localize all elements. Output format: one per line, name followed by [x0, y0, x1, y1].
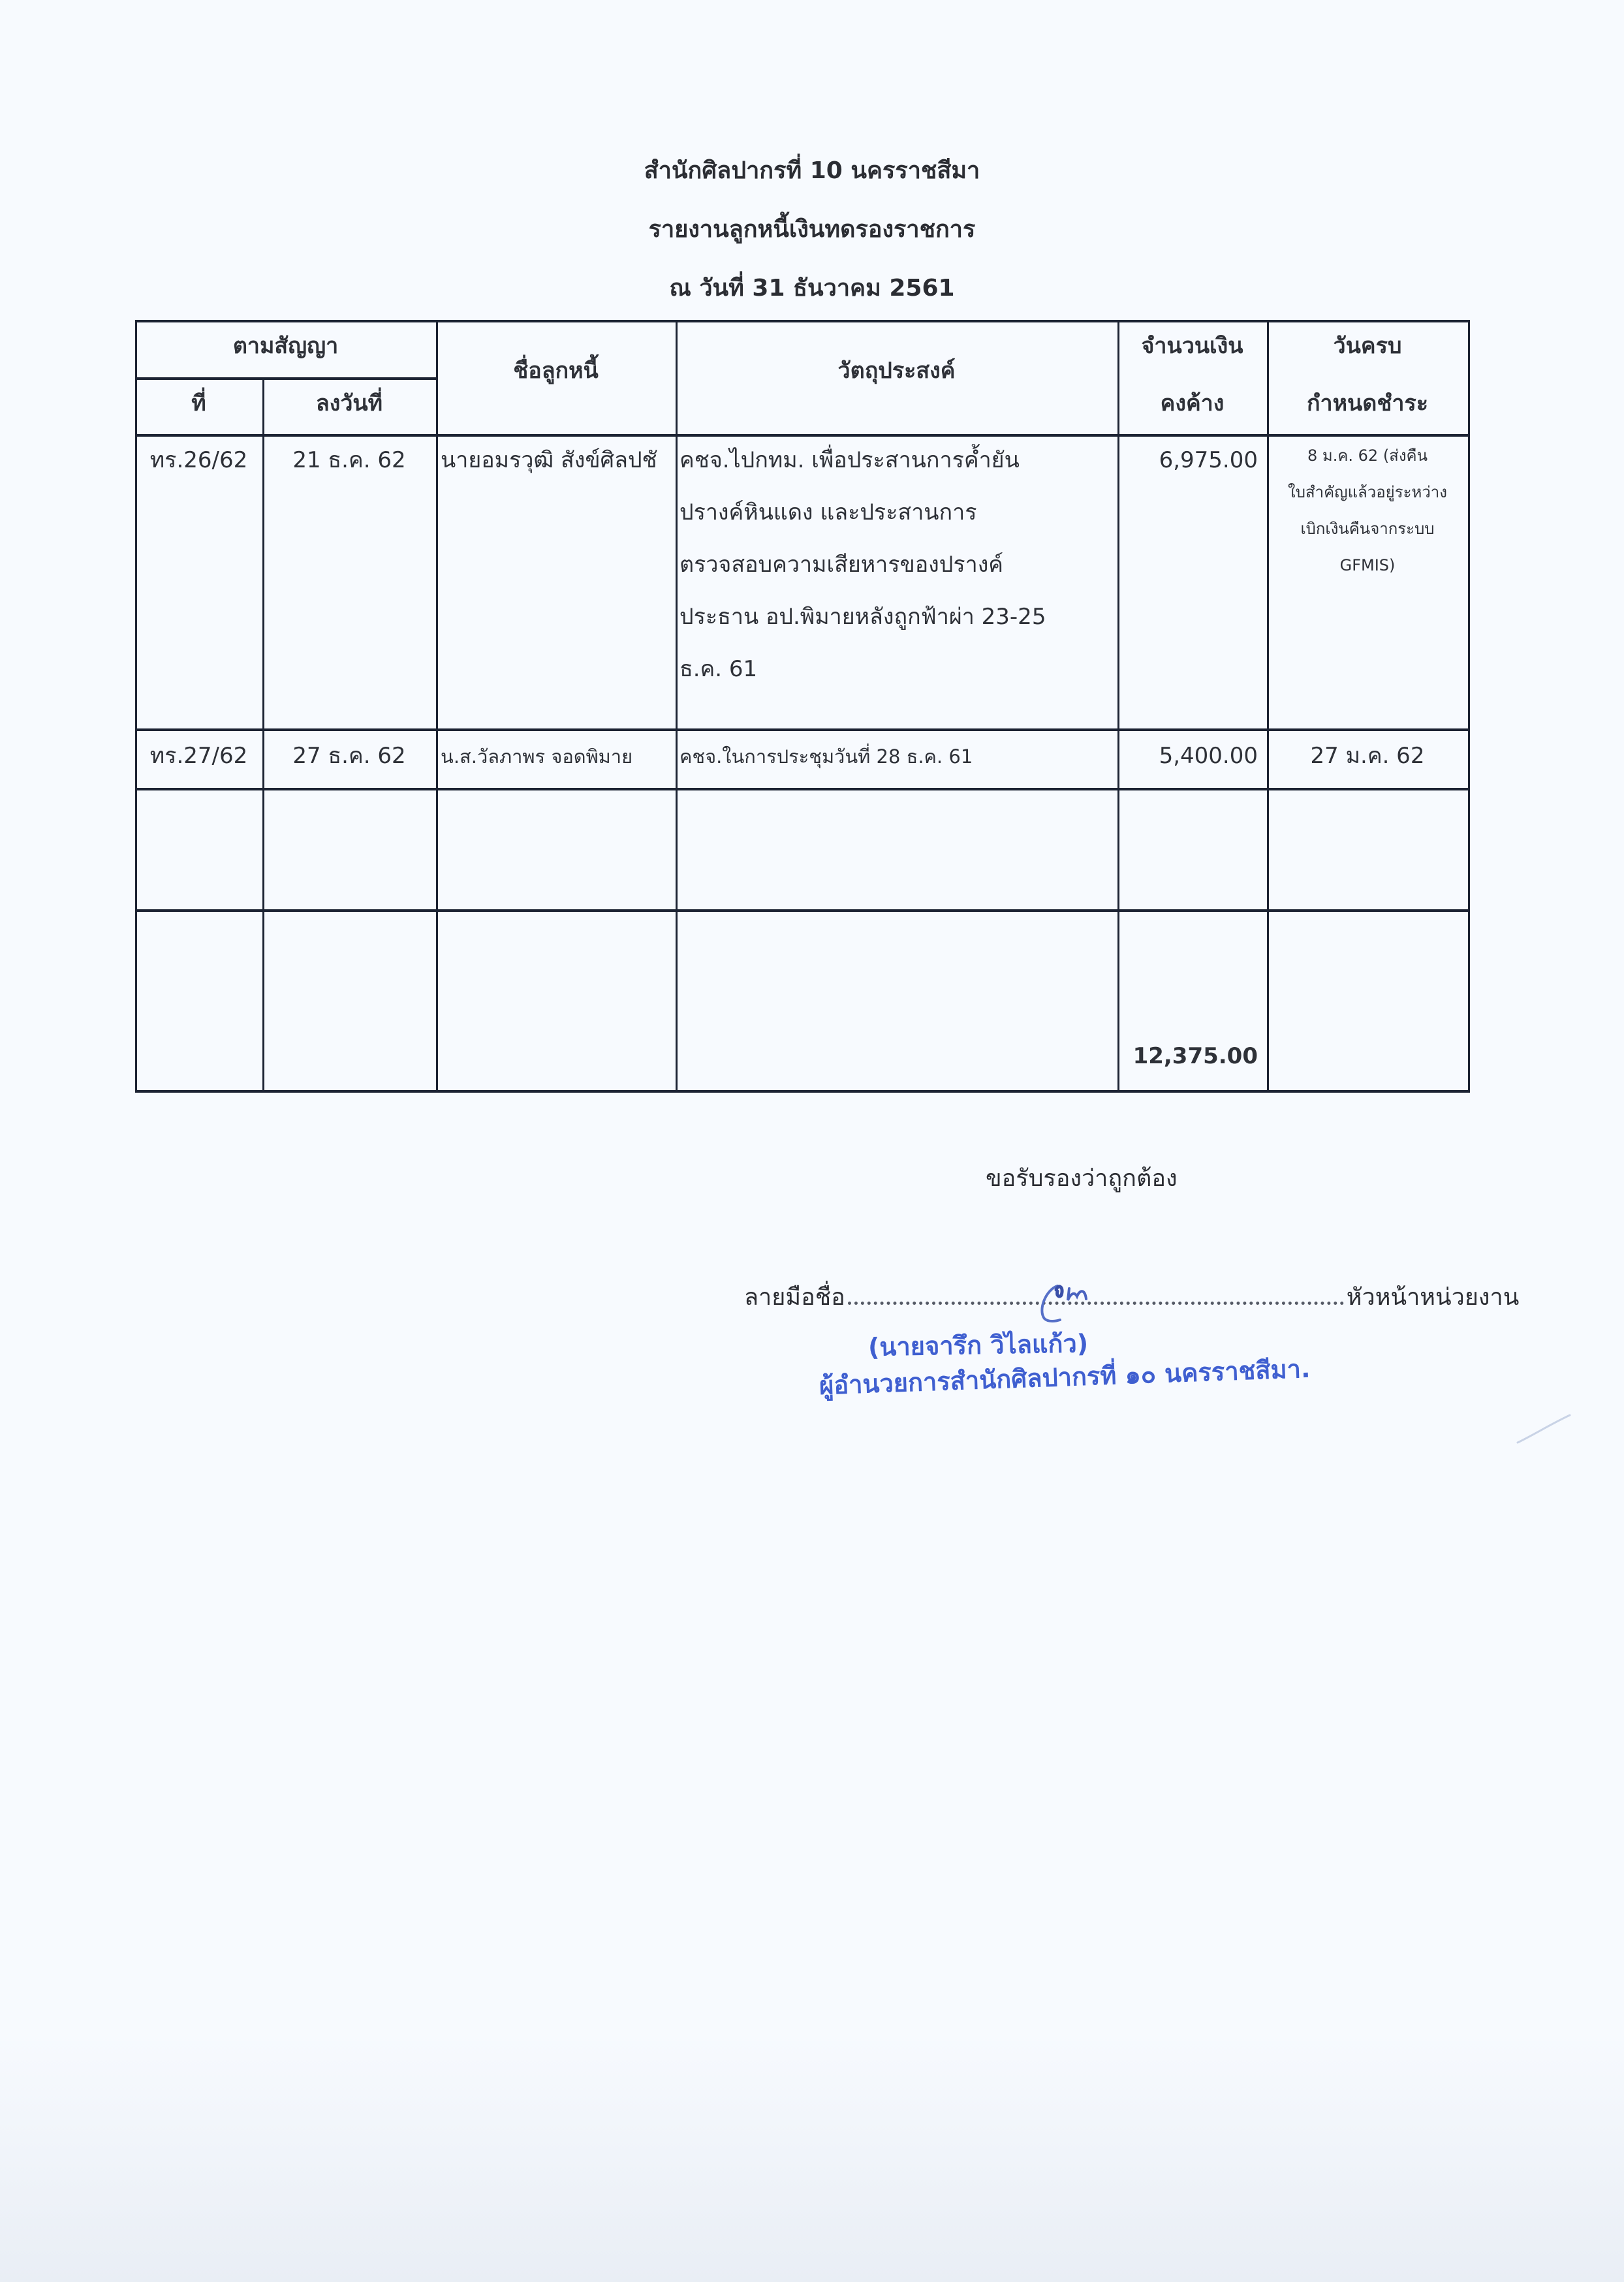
header-amount-line1: จำนวนเงิน [1141, 333, 1243, 359]
signer-title-stamp: ผู้อำนวยการสำนักศิลปากรที่ ๑๐ นครราชสีมา. [819, 1354, 1311, 1400]
table-border-top [135, 320, 1470, 322]
header-due-line2: กำหนดชำระ [1306, 390, 1429, 416]
report-date: ณ วันที่ 31 ธันวาคม 2561 [669, 275, 955, 302]
row-2-amount: 5,400.00 [1159, 743, 1258, 769]
row-1-contract-date: 21 ธ.ค. 62 [292, 447, 406, 473]
office-title: สำนักศิลปากรที่ 10 นครราชสีมา [644, 157, 980, 184]
row-1-purpose-line: ปรางค์หินแดง และประสานการ [679, 499, 977, 525]
col-divider-amount [1267, 320, 1269, 1093]
row-2-debtor-name: น.ส.วัลภาพร จอดพิมาย [441, 745, 633, 768]
row-2-purpose: คชจ.ในการประชุมวันที่ 28 ธ.ค. 61 [679, 745, 973, 768]
row-1-purpose-line: ธ.ค. 61 [679, 656, 758, 682]
row-3-bottom-rule [135, 909, 1470, 912]
row-1-due [1267, 437, 1468, 584]
certification-statement: ขอรับรองว่าถูกต้อง [986, 1165, 1178, 1192]
row-1-amount: 6,975.00 [1159, 447, 1258, 473]
header-purpose: วัตถุประสงค์ [837, 358, 956, 384]
row-1-purpose-line: ประธาน อป.พิมายหลังถูกฟ้าผ่า 23-25 [679, 604, 1046, 630]
col-divider-date [436, 320, 438, 1093]
header-contract-group: ตามสัญญา [232, 333, 339, 359]
col-divider-name [676, 320, 678, 1093]
row-1-due-line: 8 ม.ค. 62 (ส่งคืน [1307, 446, 1428, 465]
header-subdivider [135, 377, 436, 380]
row-2-contract-date: 27 ธ.ค. 62 [292, 743, 406, 769]
pen-stroke-mark-icon [1514, 1410, 1573, 1449]
paper-shade [0, 2034, 1624, 2282]
debtor-table [135, 320, 1470, 1091]
table-border-left [135, 320, 137, 1093]
total-amount: 12,375.00 [1132, 1043, 1258, 1069]
header-debtor-name: ชื่อลูกหนี้ [513, 358, 599, 384]
col-divider-purpose [1117, 320, 1119, 1093]
row-1-due-line: GFMIS) [1339, 556, 1396, 574]
row-1-debtor-name: นายอมรวุฒิ สังข์ศิลปชั [441, 447, 657, 473]
row-1-due-line: เบิกเงินคืนจากระบบ [1300, 520, 1435, 538]
row-1-contract-no: ทร.26/62 [149, 447, 248, 473]
row-1-purpose [679, 434, 1117, 695]
col-divider-no [262, 377, 264, 1093]
signer-name-stamp: (นายจารึก วิไลแก้ว) [867, 1329, 1089, 1362]
table-border-bottom [135, 1090, 1470, 1093]
row-2-due: 27 ม.ค. 62 [1310, 743, 1425, 769]
row-1-due-line: ใบสำคัญแล้วอยู่ระหว่าง [1288, 483, 1447, 501]
row-1-purpose-line: ตรวจสอบความเสียหารของปรางค์ [679, 552, 1004, 578]
row-2-bottom-rule [135, 788, 1470, 790]
row-2-contract-no: ทร.27/62 [149, 743, 248, 769]
signature-label: ลายมือชื่อ [744, 1284, 845, 1311]
signature-line [744, 1278, 1519, 1315]
table-border-right [1468, 320, 1470, 1093]
header-amount-line2: คงค้าง [1160, 390, 1225, 416]
handwritten-signature-icon [1033, 1274, 1104, 1326]
row-1-purpose-line: คชจ.ไปกทม. เพื่อประสานการค้ำยัน [679, 447, 1020, 473]
position-label: หัวหน้าหน่วยงาน [1346, 1284, 1520, 1311]
header-due-line1: วันครบ [1333, 333, 1402, 359]
header-contract-date: ลงวันที่ [315, 390, 383, 416]
header-contract-no: ที่ [191, 390, 206, 416]
row-1-bottom-rule [135, 728, 1470, 731]
report-title: รายงานลูกหนี้เงินทดรองราชการ [648, 216, 976, 243]
